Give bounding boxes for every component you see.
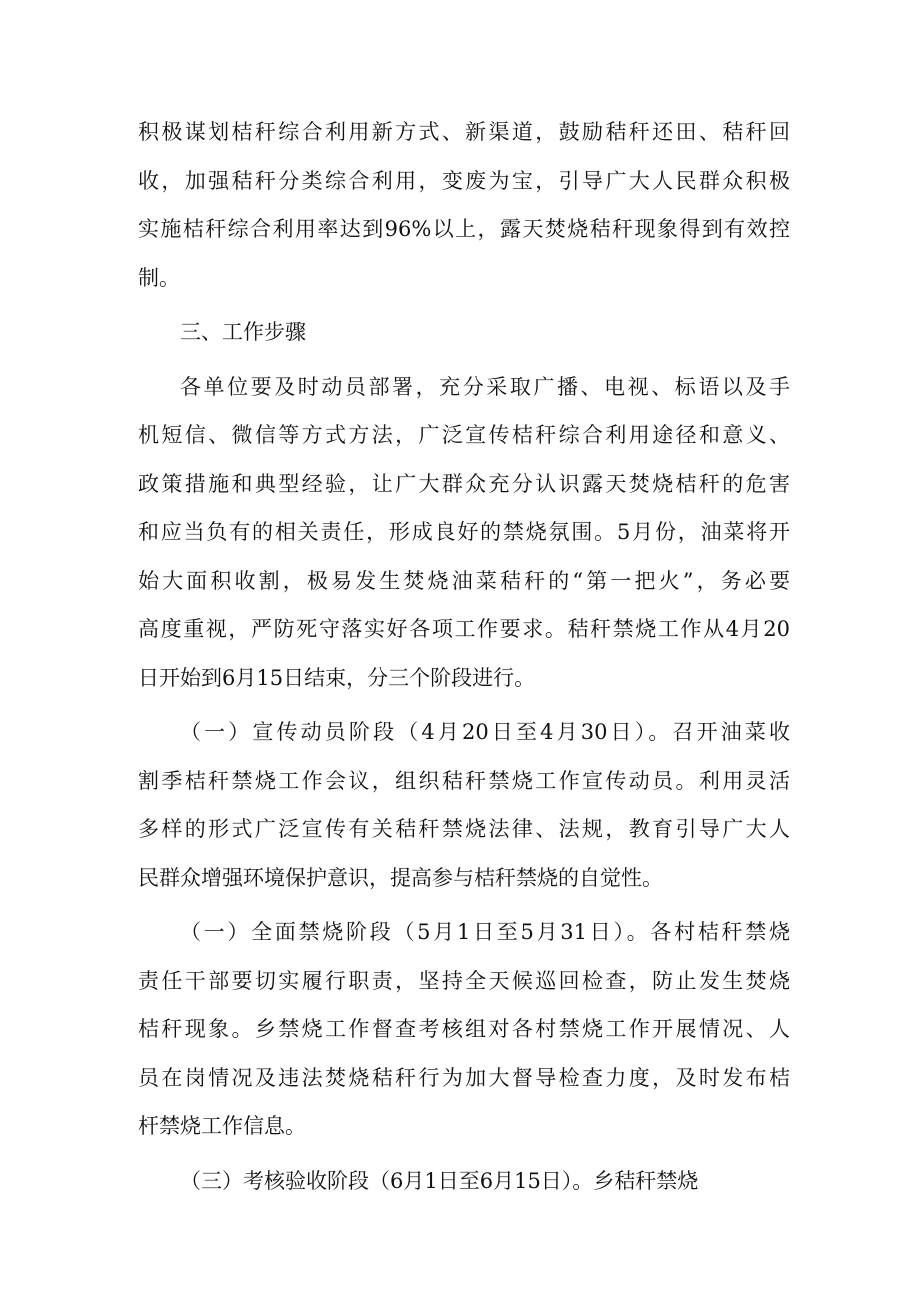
paragraph-line: 始大面积收割，极易发生焚烧油菜秸秆的“第一把火”，务必要	[138, 568, 790, 593]
paragraph-line: 割季桔秆禁烧工作会议，组织秸秆禁烧工作宣传动员。利用灵活	[138, 768, 790, 793]
paragraph-line: 员在岗情况及违法焚烧秸秆行为加大督导检查力度，及时发布桔	[138, 1065, 790, 1090]
paragraph-line: 实施桔秆综合利用率达到96%以上，露天焚烧秸秆现象得到有效控	[138, 217, 790, 241]
paragraph-line: 机短信、微信等方式方法，广泛宣传桔秆综合利用途径和意义、	[138, 423, 790, 447]
paragraph	[138, 908, 790, 1151]
document-body	[138, 108, 790, 1205]
paragraph-line: 桔秆现象。乡禁烧工作督查考核组对各村禁烧工作开展情况、人	[138, 1017, 790, 1041]
paragraph-line: 责任干部要切实履行职责，坚持全天候巡回检查，防止发生焚烧	[138, 968, 790, 993]
section-heading	[138, 308, 790, 357]
paragraph-line: 各单位要及时动员部署，充分采取广播、电视、标语以及手	[180, 374, 790, 399]
paragraph-line: 制。	[138, 265, 180, 290]
paragraph-line: 多样的形式广泛宣传有关秸秆禁烧法律、法规，教育引导广大人	[138, 817, 790, 841]
paragraph	[138, 708, 790, 902]
paragraph	[138, 1157, 790, 1206]
paragraph-line: （一）宣传动员阶段（4月20日至4月30日）。召开油菜收	[180, 720, 790, 744]
paragraph-line: 高度重视，严防死守落实好各项工作要求。秸秆禁烧工作从4月20	[138, 617, 790, 641]
paragraph-line: （一）全面禁烧阶段（5月1日至5月31日）。各村桔秆禁烧	[180, 920, 790, 944]
paragraph	[138, 363, 790, 703]
paragraph-line: 日开始到6月15日结束，分三个阶段进行。	[138, 665, 536, 690]
paragraph-line: 收，加强秸秆分类综合利用，变废为宝，引导广大人民群众积极	[138, 168, 790, 193]
paragraph	[138, 108, 790, 302]
paragraph-line: 民群众增强环境保护意识，提高参与桔秆禁烧的自觉性。	[138, 865, 663, 890]
heading-text: 三、工作步骤	[180, 320, 306, 344]
paragraph-line: 积极谋划桔秆综合利用新方式、新渠道，鼓励秸秆还田、秸秆回	[138, 120, 790, 144]
paragraph-line: 杆禁烧工作信息。	[138, 1114, 306, 1138]
paragraph-line: 政策措施和典型经验，让广大群众充分认识露天焚烧桔秆的危害	[138, 471, 790, 496]
paragraph-line: 和应当负有的相关责任，形成良好的禁烧氛围。5月份，油菜将开	[138, 520, 790, 544]
paragraph-line: （三）考核验收阶段（6月1日至6月15日）。乡秸秆禁烧	[180, 1168, 699, 1193]
